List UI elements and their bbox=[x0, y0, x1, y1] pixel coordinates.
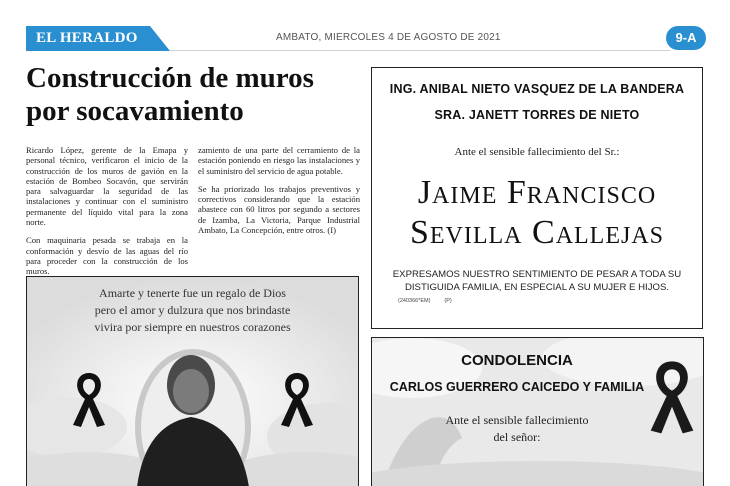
ad-code bbox=[398, 298, 466, 304]
condolence-notice bbox=[371, 337, 704, 486]
article-column-1 bbox=[26, 145, 188, 287]
condolence-intro-line: del señor: bbox=[493, 430, 541, 444]
masthead bbox=[26, 26, 170, 51]
obituary-message-line: EXPRESAMOS NUESTRO SENTIMIENTO DE PESAR A TODA SU bbox=[392, 269, 682, 280]
deceased-name-line: Jaime Francisco bbox=[417, 174, 657, 211]
mourning-ribbon-icon bbox=[279, 369, 315, 429]
poem-line: Amarte y tenerte fue un regalo de Dios bbox=[99, 286, 286, 300]
condolence-sender: CARLOS GUERRERO CAICEDO Y FAMILIA bbox=[389, 380, 645, 394]
poem-line: vivira por siempre en nuestros corazones bbox=[94, 320, 291, 334]
obituary-intro: Ante el sensible fallecimiento del Sr.: bbox=[454, 146, 620, 158]
dateline: AMBATO, MIERCOLES 4 DE AGOSTO DE 2021 bbox=[276, 32, 501, 43]
memorial-notice bbox=[26, 276, 359, 486]
headline-line: Construcción de muros bbox=[26, 62, 314, 94]
header-rule bbox=[170, 50, 670, 51]
condolence-intro-line: Ante el sensible fallecimiento bbox=[445, 413, 589, 427]
mourning-ribbon-icon bbox=[71, 369, 107, 429]
deceased-name-line: Sevilla Callejas bbox=[409, 214, 665, 251]
page-number-badge: 9-A bbox=[666, 26, 706, 50]
article-paragraph: zamiento de una parte del cerramiento de la estación poniendo en riesgo las instalaciones y el suministro del servicio de agua potable. bbox=[198, 145, 360, 176]
article-paragraph: Ricardo López, gerente de la Emapa y personal técnico, verificaron el inicio de la construcción de los muros de gavión en la estación de Bombeo Socavón, que servirán para salvaguardar la seguridad de las instalaciones y continuar con el suministro permanente del líquido vital para la zona norte. bbox=[26, 145, 188, 228]
article-column-2 bbox=[198, 145, 360, 235]
condolence-title: CONDOLENCIA bbox=[461, 352, 573, 369]
ad-code-number: (240366*EM) bbox=[398, 298, 431, 304]
poem-line: pero el amor y dulzura que nos brindaste bbox=[94, 303, 291, 317]
obituary-message bbox=[382, 268, 692, 294]
headline-line: por socavamiento bbox=[26, 95, 244, 127]
memorial-poem bbox=[27, 285, 358, 336]
obituary-sender-line: ING. ANIBAL NIETO VASQUEZ DE LA BANDERA bbox=[389, 82, 685, 96]
article-paragraph: Con maquinaria pesada se trabaja en la conformación y desvío de las aguas del río para proceder con la construcción de los muros. bbox=[26, 235, 188, 277]
obituary-message-line: DISTIGUIDA FAMILIA, EN ESPECIAL A SU MUJER E HIJOS. bbox=[404, 282, 670, 293]
article-paragraph: Se ha priorizado los trabajos preventivos y correctivos considerando que la estación abastece con 60 litros por segundo a sectores de Izamba, La Victoria, Parque Industrial Ambato, La Concepción, entre otros. (I) bbox=[198, 183, 360, 236]
article-headline bbox=[26, 62, 356, 128]
condolence-intro bbox=[372, 412, 662, 446]
obituary-notice bbox=[371, 67, 703, 329]
ad-code-tag: (P) bbox=[444, 298, 452, 304]
obituary-sender-line: SRA. JANETT TORRES DE NIETO bbox=[434, 108, 640, 122]
masthead-title: EL HERALDO bbox=[36, 30, 138, 46]
